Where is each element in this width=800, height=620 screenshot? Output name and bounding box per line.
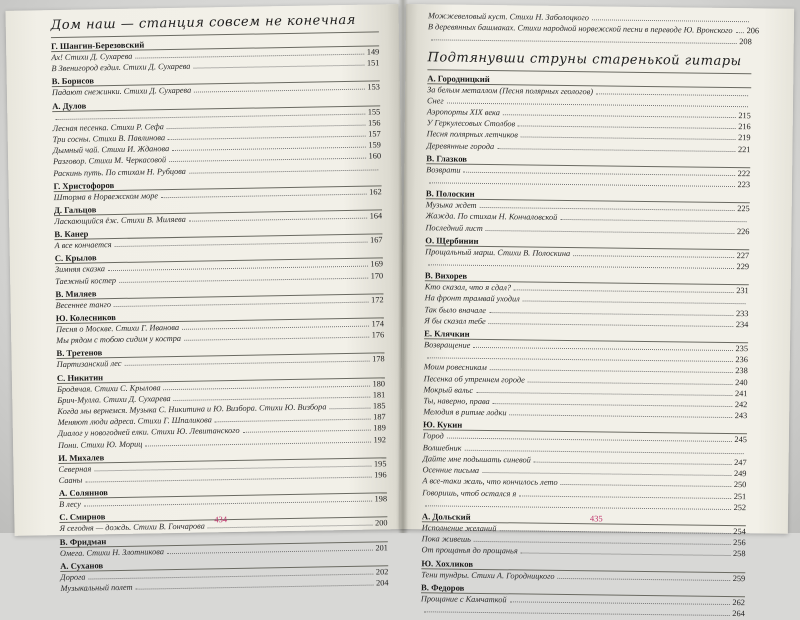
entry-page-number: 259: [732, 573, 746, 583]
author-name: В. Борисов: [51, 75, 95, 87]
entry-title: Песня полярных летчиков: [426, 129, 518, 140]
entry-title: На фронт трамвай уходил: [424, 293, 520, 304]
dot-leader: [189, 218, 367, 222]
entry-title: Ты, наверно, права: [423, 396, 490, 407]
dot-leader: [489, 323, 733, 327]
dot-leader: [521, 553, 730, 557]
entry-page-number: 155: [367, 106, 381, 117]
dot-leader: [503, 114, 736, 118]
entry-title: Три сосны. Стихи В. Павлинова: [52, 133, 166, 145]
dot-leader: [182, 326, 368, 330]
entry-page-number: 245: [734, 435, 747, 445]
dot-leader: [592, 19, 749, 22]
dot-leader: [161, 193, 366, 198]
entry-title: Осенние письма: [422, 465, 480, 476]
dot-leader: [115, 242, 368, 247]
entry-page-number: 176: [371, 330, 385, 340]
entry-page-number: 234: [735, 319, 749, 330]
entry-title: А все кончается: [54, 240, 112, 251]
left-page: [5, 4, 407, 594]
entry-title: Пока живешь: [421, 534, 471, 544]
entry-title: Меняют люди адреса. Стихи Г. Шпаликова: [57, 415, 212, 428]
entry-title: Диалог у новогодней елки. Стихи Ю. Левитанского: [57, 426, 240, 439]
entry-page-number: 226: [736, 226, 750, 236]
entry-page-number: 206: [746, 26, 760, 36]
entry-title: Возврати: [426, 165, 461, 175]
dot-leader: [125, 361, 370, 366]
entry-title: Говоришь, чтоб остался я: [422, 487, 517, 498]
dot-leader: [509, 415, 731, 419]
entry-page-number: 178: [372, 354, 385, 365]
entry-title: Волшебник: [422, 442, 462, 453]
entry-title: Моим ровесникам: [423, 362, 487, 373]
author-name: Е. Клячкин: [424, 328, 470, 339]
entry-title: Возвращение: [423, 340, 471, 350]
dot-leader: [561, 484, 731, 487]
entry-page-number: 235: [735, 344, 749, 354]
dot-leader: [114, 301, 368, 306]
entry-page-number: 252: [733, 502, 747, 512]
dot-leader: [474, 541, 730, 545]
entry-page-number: 189: [373, 423, 386, 434]
dot-leader: [194, 89, 364, 93]
right-top-entries: [427, 10, 760, 48]
dot-leader: [136, 585, 374, 590]
author-name: Ю. Колесников: [55, 312, 116, 324]
entry-page-number: 201: [375, 542, 388, 553]
author-name: А. Дольский: [421, 511, 471, 522]
entry-page-number: 249: [733, 469, 747, 479]
dot-leader: [329, 408, 370, 410]
entry-title: В Звенигород ездил. Стихи Д. Сухарева: [51, 61, 191, 74]
entry-title: Аэропорты XIX века: [426, 107, 500, 118]
author-name: С. Никитин: [56, 371, 104, 383]
dot-leader: [215, 419, 370, 423]
entry-title: Деревянные города: [426, 140, 495, 151]
dot-leader: [431, 40, 737, 45]
entry-page-number: 156: [367, 118, 381, 128]
dot-leader: [208, 525, 372, 529]
entry-page-number: 247: [734, 457, 747, 468]
author-name: Д. Гальцов: [53, 204, 97, 216]
left-page-content: [51, 12, 389, 594]
entry-page-number: 208: [739, 37, 752, 47]
author-name: Ю. Хохликов: [421, 557, 474, 569]
dot-leader: [596, 93, 748, 96]
entry-page-number: 258: [733, 549, 746, 559]
entry-title: Последний лист: [425, 222, 483, 233]
dot-leader: [84, 501, 372, 507]
right-toc-list: [421, 73, 752, 619]
entry-page-number: 221: [737, 144, 751, 154]
author-name: А. Соляннов: [58, 487, 108, 499]
entry-page-number: 238: [735, 366, 748, 376]
dot-leader: [519, 495, 730, 499]
entry-title: Когда мы вернемся. Музыка С. Никитина и Ю. Визбора. Стихи Ю. Визбора: [57, 402, 327, 417]
entry-page-number: 204: [375, 578, 389, 588]
author-name: В. Федоров: [421, 581, 465, 593]
dot-leader: [464, 172, 735, 176]
entry-title: Песенка об утреннем городе: [423, 373, 525, 385]
dot-leader: [528, 381, 732, 384]
entry-title: Тени тундры. Стихи А. Городницкого: [421, 569, 555, 581]
dot-leader: [193, 65, 364, 69]
author-name: В. Глазков: [426, 153, 468, 164]
entry-title: Дымный чай. Стихи И. Жданова: [52, 144, 170, 156]
entry-title: Зимняя сказка: [54, 264, 106, 275]
entry-title: Музыка ждет: [425, 200, 477, 211]
entry-page-number: 240: [735, 377, 748, 387]
entry-title: Бродячая. Стихи С. Крылова: [57, 382, 161, 394]
dot-leader: [476, 392, 732, 396]
author-name: С. Крылов: [54, 252, 97, 264]
entry-title: Северная: [58, 464, 92, 474]
entry-title: Жажда. По стихам Н. Кончаловской: [425, 211, 558, 223]
author-name: Ю. Кукин: [423, 419, 463, 431]
book-gutter: [398, 0, 408, 533]
entry-title: Омега. Стихи Н. Злотникова: [59, 546, 164, 558]
entry-title: Город: [422, 431, 444, 441]
entry-title: Прощание с Камчаткой: [420, 593, 507, 605]
entry-page-number: 170: [370, 270, 384, 281]
entry-page-number: 159: [368, 140, 381, 150]
author-name: А. Городницкий: [427, 72, 490, 84]
entry-title: Пони. Стихи Ю. Мориц: [57, 439, 143, 450]
entry-title: За белым металлом (Песня полярных геологов): [427, 84, 594, 96]
right-page-number: 435: [589, 513, 603, 524]
dot-leader: [514, 290, 733, 294]
dot-leader: [429, 182, 735, 187]
entry-page-number: 200: [374, 518, 388, 529]
entry-title: Так было вначале: [424, 304, 487, 315]
author-name: В. Вихорев: [424, 270, 468, 282]
entry-title: Снег: [426, 96, 444, 106]
dot-leader: [557, 577, 729, 580]
entry-page-number: 219: [738, 133, 751, 143]
entry-page-number: 195: [373, 459, 387, 469]
entry-page-number: 262: [732, 597, 745, 607]
dot-leader: [493, 403, 732, 407]
dot-leader: [499, 530, 730, 534]
entry-title: Музыкальный полет: [60, 582, 133, 594]
dot-leader: [523, 301, 746, 305]
entry-title: Раскинь путь. По стихам Н. Рубцова: [53, 166, 186, 178]
entry-page-number: 167: [370, 235, 383, 245]
dot-leader: [573, 255, 734, 258]
entry-title: Лесная песенка. Стихи Р. Сефа: [52, 121, 164, 133]
entry-page-number: 216: [738, 122, 751, 132]
author-name: А. Дулов: [52, 100, 87, 111]
entry-page-number: 222: [737, 168, 751, 179]
right-page-content: [420, 10, 760, 619]
entry-title: Ах! Стихи Д. Сухарева: [51, 51, 133, 63]
left-toc-list: [51, 35, 389, 594]
entry-page-number: 172: [371, 295, 384, 305]
entry-title: Можжевеловый куст. Стихи Н. Заболоцкого: [428, 11, 589, 23]
entry-title: Сааны: [58, 475, 83, 486]
dot-leader: [486, 230, 734, 234]
right-page: [400, 4, 794, 619]
entry-page-number: 192: [373, 434, 387, 445]
entry-page-number: 233: [735, 308, 749, 318]
entry-title: Исполнение желаний: [421, 523, 497, 534]
entry-page-number: 256: [733, 538, 746, 548]
entry-page-number: 149: [366, 47, 380, 57]
dot-leader: [243, 430, 371, 433]
dot-leader: [167, 549, 373, 554]
entry-title: Дайте мне подышать синевой: [422, 454, 531, 465]
entry-title: Падают снежинки. Стихи Д. Сухарева: [51, 86, 192, 98]
entry-title: Песня о Москве. Стихи Г. Иванова: [55, 322, 180, 335]
entry-title: Ласкающийся ёж. Стихи В. Миляева: [54, 214, 186, 227]
entry-page-number: 215: [738, 111, 751, 121]
entry-page-number: 187: [373, 412, 386, 422]
entry-page-number: 225: [737, 204, 750, 214]
author-name: В. Полоскин: [425, 188, 475, 200]
entry-title: Дорога: [60, 572, 86, 582]
entry-title: Мы рядом с тобою сидим у костра: [56, 334, 182, 346]
entry-page-number: 236: [735, 355, 748, 365]
entry-title: Брич-Мулла. Стихи Д. Сухарева: [57, 393, 171, 405]
author-name: Г. Христофоров: [53, 179, 115, 191]
dot-leader: [497, 148, 735, 152]
author-name: С. Смирнов: [59, 511, 106, 523]
dot-leader: [490, 370, 733, 374]
dot-leader: [424, 611, 730, 616]
dot-leader: [184, 337, 369, 341]
author-name: В. Фридман: [59, 535, 107, 547]
author-name: В. Миляев: [55, 288, 97, 299]
author-name: О. Щербинин: [425, 235, 479, 246]
entry-page-number: 157: [368, 129, 381, 139]
entry-page-number: 254: [733, 526, 746, 537]
entry-page-number: 250: [733, 480, 747, 490]
entry-title: Я бы сказал тебе: [424, 316, 486, 326]
entry-page-number: 223: [737, 180, 751, 190]
entry-title: Шторма в Норвежском море: [53, 191, 159, 202]
entry-page-number: 174: [371, 319, 385, 329]
author-name: И. Михалев: [58, 452, 105, 463]
dot-leader: [480, 207, 735, 211]
entry-title: У Геркулесовых Столбов: [426, 118, 516, 129]
entry-page-number: 229: [736, 262, 750, 272]
entry-title: В лесу: [59, 499, 82, 510]
entry-page-number: 227: [736, 250, 750, 261]
dot-leader: [521, 137, 735, 141]
author-name: В. Канер: [54, 228, 89, 240]
dot-leader: [473, 347, 732, 351]
left-section-title: Дом наш — станция совсем не конечная: [50, 12, 356, 34]
dot-leader: [560, 219, 746, 222]
entry-page-number: 162: [369, 187, 382, 197]
dot-leader: [518, 126, 735, 130]
entry-page-number: 251: [733, 491, 747, 501]
entry-title: А все-таки жаль, что кончилось лето: [422, 476, 558, 488]
dot-leader: [482, 472, 731, 476]
author-name: Г. Шангин-Березовский: [51, 39, 145, 52]
dot-leader: [189, 169, 378, 173]
author-name: В. Третенов: [56, 347, 103, 359]
dot-leader: [489, 312, 733, 316]
entry-page-number: 242: [734, 400, 748, 410]
dot-leader: [736, 32, 744, 33]
entry-page-number: 202: [375, 567, 389, 577]
entry-title: Мокрый вальс: [423, 385, 474, 395]
entry-title: Таежный костер: [55, 275, 117, 286]
dot-leader: [119, 277, 368, 282]
dot-leader: [425, 505, 731, 510]
dot-leader: [428, 264, 734, 269]
dot-leader: [85, 477, 371, 483]
dot-leader: [145, 441, 370, 446]
entry-page-number: 243: [734, 411, 748, 421]
dot-leader: [510, 601, 730, 605]
entry-title: Я сегодня — дождь. Стихи В. Гончарова: [59, 521, 205, 534]
entry-title: Весеннее танго: [55, 299, 112, 310]
entry-page-number: 169: [370, 259, 384, 270]
entry-page-number: 164: [369, 211, 383, 221]
entry-title: В деревянных башмаках. Стихи народной норвежской песни в переводе Ю. Вронского: [427, 22, 733, 36]
entry-title: От прощанья до прощанья: [421, 545, 518, 556]
entry-page-number: 160: [368, 151, 382, 162]
entry-title: Прощальный марш. Стихи В. Полоскина: [425, 247, 571, 258]
entry-page-number: 231: [736, 286, 749, 296]
entry-page-number: 196: [374, 470, 387, 480]
entry-page-number: 151: [366, 58, 380, 68]
entry-title: Разговор. Стихи М. Черкасовой: [53, 155, 167, 167]
right-section-title: Подтянувши струны старенькой гитары: [427, 49, 742, 69]
entry-page-number: 198: [374, 494, 388, 504]
entry-page-number: 264: [732, 608, 745, 619]
entry-title: Мелодия в ритме лодки: [423, 407, 507, 418]
author-name: А. Суханов: [60, 560, 104, 571]
dot-leader: [534, 462, 731, 465]
entry-page-number: 241: [734, 388, 748, 399]
entry-title: Кто сказал, что я сдал?: [424, 282, 512, 293]
entry-page-number: 153: [367, 82, 380, 92]
entry-page-number: 180: [372, 378, 386, 389]
entry-page-number: 181: [372, 390, 386, 400]
entry-title: Партизанский лес: [56, 359, 122, 370]
entry-page-number: 185: [372, 401, 386, 411]
left-page-number: 434: [214, 514, 228, 525]
